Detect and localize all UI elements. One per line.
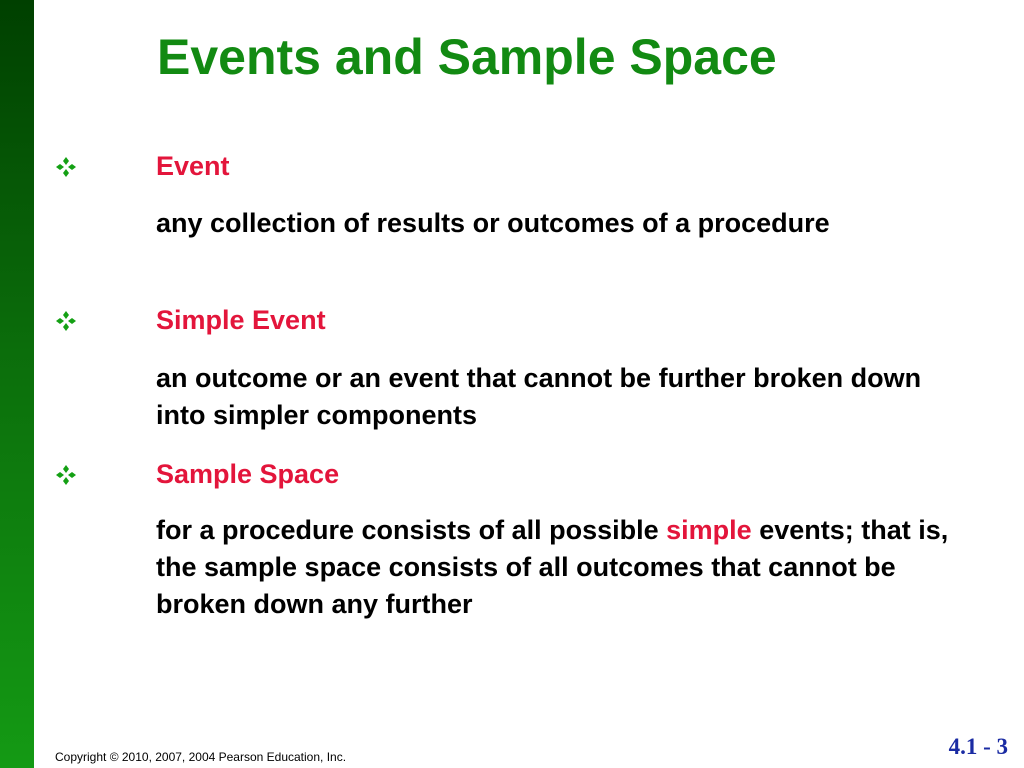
definition-text: events; that is, the sample space consists of all outcomes that cannot be broken down any further [156,515,949,619]
footer-copyright: Copyright © 2010, 2007, 2004 Pearson Education, Inc. [55,750,347,764]
term-definition: an outcome or an event that cannot be further broken down into simpler components [156,363,922,430]
term-row-simple-event [55,304,955,340]
four-diamond-bullet-icon [55,464,77,486]
definition-highlight: simple [666,515,752,545]
side-bar [0,0,34,768]
definition-text: for a procedure consists of all possible [156,515,667,545]
slide-number: 4.1 - 3 [948,734,1008,759]
term-row-event [55,150,955,186]
term-definition [156,512,956,623]
slide-title: Events and Sample Space [157,29,777,85]
term-label: Simple Event [156,305,326,335]
four-diamond-bullet-icon [55,310,77,332]
four-diamond-bullet-icon [55,156,77,178]
term-label: Event [156,151,230,181]
term-row-sample-space [55,458,955,494]
term-label: Sample Space [156,459,340,489]
term-definition: any collection of results or outcomes of a procedure [156,208,830,238]
